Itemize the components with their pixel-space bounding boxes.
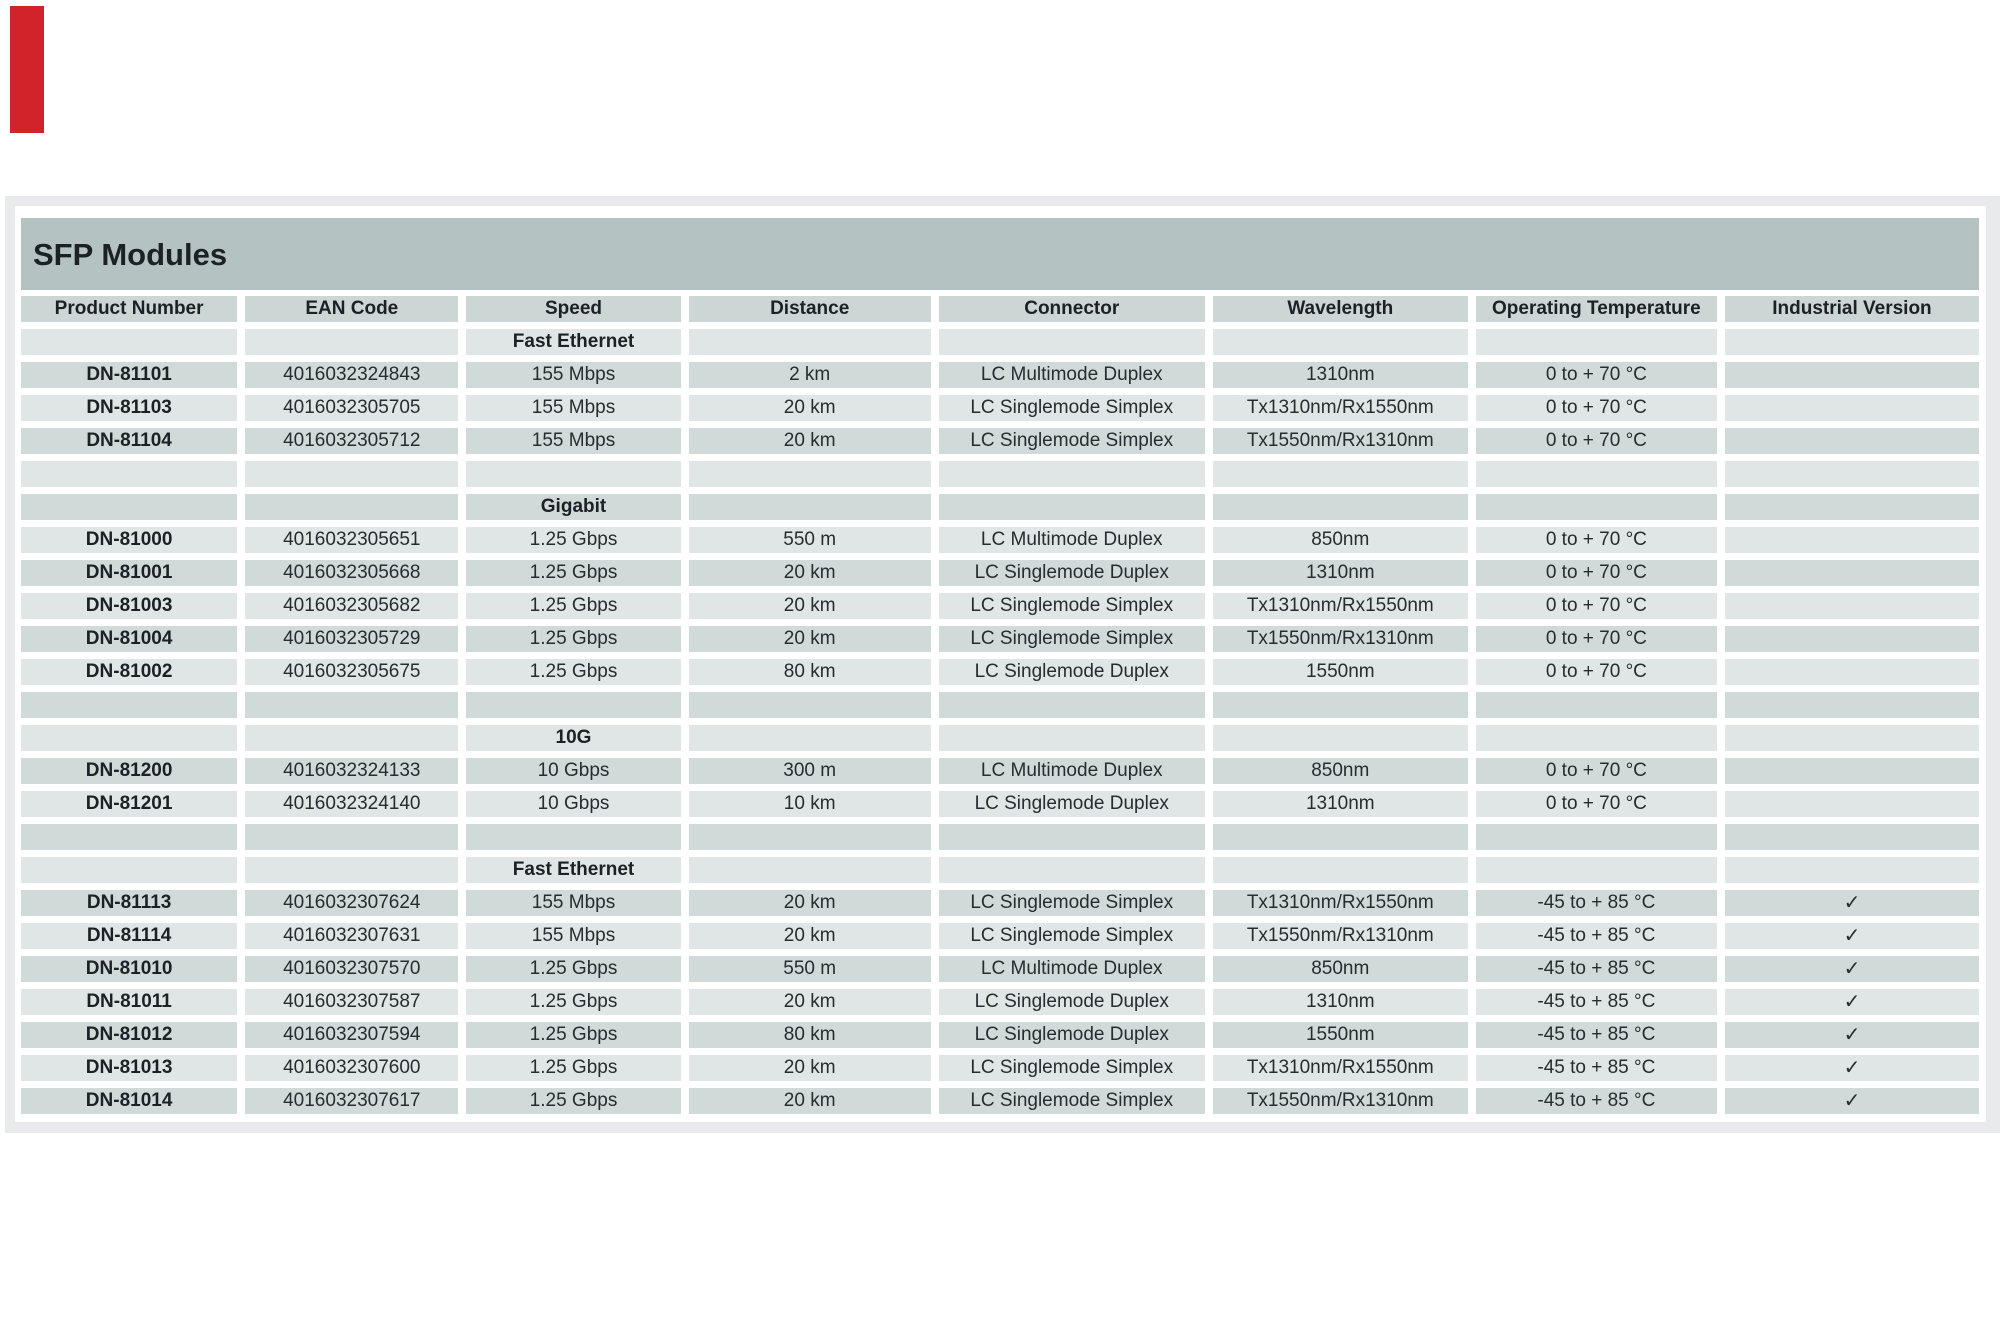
table-cell (689, 824, 931, 850)
table-cell: 4016032305705 (245, 395, 458, 421)
table-cell: Tx1550nm/Rx1310nm (1213, 1088, 1468, 1114)
table-cell (1476, 329, 1717, 355)
table-cell: 1.25 Gbps (466, 593, 680, 619)
table-cell: LC Singlemode Duplex (939, 560, 1205, 586)
table-cell: 20 km (689, 593, 931, 619)
table-cell: 20 km (689, 395, 931, 421)
product-number-cell: DN-81114 (21, 923, 237, 949)
table-cell: -45 to + 85 °C (1476, 923, 1717, 949)
industrial-check-cell: ✓ (1725, 923, 1979, 949)
table-cell (939, 329, 1205, 355)
table-cell: 4016032324133 (245, 758, 458, 784)
table-cell (245, 824, 458, 850)
product-number-cell: DN-81201 (21, 791, 237, 817)
table-cell: 20 km (689, 1088, 931, 1114)
section-label-cell: Fast Ethernet (466, 857, 680, 883)
table-cell: 20 km (689, 1055, 931, 1081)
table-cell (466, 461, 680, 487)
table-cell (939, 824, 1205, 850)
table-cell: 0 to + 70 °C (1476, 527, 1717, 553)
table-cell (1725, 329, 1979, 355)
product-number-cell: DN-81012 (21, 1022, 237, 1048)
column-header: EAN Code (245, 296, 458, 322)
product-number-cell: DN-81000 (21, 527, 237, 553)
table-cell (689, 494, 931, 520)
table-cell: 0 to + 70 °C (1476, 560, 1717, 586)
table-cell: LC Singlemode Simplex (939, 1055, 1205, 1081)
table-cell: 1.25 Gbps (466, 1088, 680, 1114)
table-cell (245, 494, 458, 520)
product-number-cell: DN-81004 (21, 626, 237, 652)
table-cell (1476, 857, 1717, 883)
table-cell (1476, 692, 1717, 718)
table-cell: Tx1310nm/Rx1550nm (1213, 890, 1468, 916)
table-cell: -45 to + 85 °C (1476, 1088, 1717, 1114)
product-number-cell: DN-81113 (21, 890, 237, 916)
table-cell: -45 to + 85 °C (1476, 956, 1717, 982)
table-cell: 155 Mbps (466, 428, 680, 454)
table-cell: 1.25 Gbps (466, 1022, 680, 1048)
table-cell: 155 Mbps (466, 395, 680, 421)
table-cell (245, 692, 458, 718)
table-cell: 1.25 Gbps (466, 1055, 680, 1081)
table-cell: 4016032307570 (245, 956, 458, 982)
table-cell: LC Singlemode Simplex (939, 593, 1205, 619)
product-number-cell: DN-81200 (21, 758, 237, 784)
table-cell: 1.25 Gbps (466, 989, 680, 1015)
table-cell: 1.25 Gbps (466, 956, 680, 982)
table-cell (689, 692, 931, 718)
table-cell: Tx1310nm/Rx1550nm (1213, 395, 1468, 421)
table-cell (1213, 824, 1468, 850)
column-header: Operating Temperature (1476, 296, 1717, 322)
table-cell: 155 Mbps (466, 362, 680, 388)
table-cell: 10 km (689, 791, 931, 817)
column-header: Speed (466, 296, 680, 322)
product-number-cell: DN-81001 (21, 560, 237, 586)
table-cell (1213, 692, 1468, 718)
table-cell: 1310nm (1213, 791, 1468, 817)
table-cell: LC Singlemode Simplex (939, 890, 1205, 916)
table-cell (1476, 461, 1717, 487)
product-number-cell: DN-81101 (21, 362, 237, 388)
table-cell: LC Multimode Duplex (939, 956, 1205, 982)
table-cell: 20 km (689, 890, 931, 916)
column-header: Industrial Version (1725, 296, 1979, 322)
product-number-cell: DN-81002 (21, 659, 237, 685)
product-number-cell: DN-81010 (21, 956, 237, 982)
column-header: Distance (689, 296, 931, 322)
table-cell (1476, 824, 1717, 850)
table-cell (689, 329, 931, 355)
table-cell: LC Multimode Duplex (939, 527, 1205, 553)
table-cell: 0 to + 70 °C (1476, 791, 1717, 817)
table-cell (1725, 461, 1979, 487)
table-cell: 0 to + 70 °C (1476, 362, 1717, 388)
table-cell: 1.25 Gbps (466, 560, 680, 586)
table-cell: 0 to + 70 °C (1476, 428, 1717, 454)
table-cell: 155 Mbps (466, 923, 680, 949)
table-cell: LC Singlemode Duplex (939, 791, 1205, 817)
table-cell: Tx1550nm/Rx1310nm (1213, 626, 1468, 652)
table-cell (1476, 725, 1717, 751)
table-cell: 300 m (689, 758, 931, 784)
table-cell: -45 to + 85 °C (1476, 1022, 1717, 1048)
table-cell (1725, 758, 1979, 784)
product-number-cell: DN-81011 (21, 989, 237, 1015)
table-title-band (21, 218, 1979, 290)
table-cell (689, 857, 931, 883)
table-cell: 80 km (689, 1022, 931, 1048)
table-cell: Tx1550nm/Rx1310nm (1213, 428, 1468, 454)
table-cell (1725, 395, 1979, 421)
table-cell: LC Singlemode Simplex (939, 428, 1205, 454)
table-cell (21, 857, 237, 883)
industrial-check-cell: ✓ (1725, 989, 1979, 1015)
table-cell (466, 692, 680, 718)
table-cell: 850nm (1213, 527, 1468, 553)
table-cell (21, 494, 237, 520)
table-cell (1725, 560, 1979, 586)
page-title: SFP Modules (33, 237, 228, 272)
table-cell (1725, 626, 1979, 652)
sfp-table-grid (21, 296, 1979, 1114)
table-cell: 0 to + 70 °C (1476, 593, 1717, 619)
table-cell (21, 824, 237, 850)
table-cell: Tx1310nm/Rx1550nm (1213, 1055, 1468, 1081)
table-cell (939, 692, 1205, 718)
table-cell (1725, 659, 1979, 685)
table-cell: Tx1550nm/Rx1310nm (1213, 923, 1468, 949)
table-cell (466, 824, 680, 850)
table-cell: 20 km (689, 560, 931, 586)
product-number-cell: DN-81103 (21, 395, 237, 421)
table-cell: 4016032307594 (245, 1022, 458, 1048)
brand-accent-bar (10, 6, 44, 133)
table-cell: LC Singlemode Simplex (939, 626, 1205, 652)
table-cell: 4016032305675 (245, 659, 458, 685)
table-cell: 850nm (1213, 956, 1468, 982)
table-cell: LC Multimode Duplex (939, 758, 1205, 784)
table-cell: 10 Gbps (466, 758, 680, 784)
table-cell: 550 m (689, 956, 931, 982)
table-cell (1725, 725, 1979, 751)
table-cell: 1.25 Gbps (466, 659, 680, 685)
table-cell (1476, 494, 1717, 520)
table-cell: 10 Gbps (466, 791, 680, 817)
table-cell (1725, 692, 1979, 718)
table-cell (689, 725, 931, 751)
table-cell: 80 km (689, 659, 931, 685)
table-cell: 1.25 Gbps (466, 527, 680, 553)
table-cell (1725, 857, 1979, 883)
column-header: Product Number (21, 296, 237, 322)
table-cell: -45 to + 85 °C (1476, 1055, 1717, 1081)
product-number-cell: DN-81104 (21, 428, 237, 454)
table-cell (689, 461, 931, 487)
table-cell (1213, 857, 1468, 883)
table-cell: 20 km (689, 626, 931, 652)
table-cell: 155 Mbps (466, 890, 680, 916)
table-cell: LC Singlemode Duplex (939, 989, 1205, 1015)
industrial-check-cell: ✓ (1725, 1022, 1979, 1048)
table-cell: 20 km (689, 989, 931, 1015)
table-cell: 0 to + 70 °C (1476, 395, 1717, 421)
table-cell (245, 329, 458, 355)
table-cell: -45 to + 85 °C (1476, 890, 1717, 916)
table-cell: LC Multimode Duplex (939, 362, 1205, 388)
table-cell (21, 461, 237, 487)
table-cell: -45 to + 85 °C (1476, 989, 1717, 1015)
table-cell: 0 to + 70 °C (1476, 758, 1717, 784)
industrial-check-cell: ✓ (1725, 1055, 1979, 1081)
table-cell (1213, 494, 1468, 520)
table-cell: 1310nm (1213, 989, 1468, 1015)
table-cell: 1310nm (1213, 362, 1468, 388)
table-cell (1725, 593, 1979, 619)
table-cell (21, 725, 237, 751)
table-cell: LC Singlemode Simplex (939, 395, 1205, 421)
table-cell (21, 692, 237, 718)
table-cell: 4016032307600 (245, 1055, 458, 1081)
section-label-cell: 10G (466, 725, 680, 751)
table-cell (1725, 362, 1979, 388)
table-cell: 1310nm (1213, 560, 1468, 586)
table-cell: 4016032307631 (245, 923, 458, 949)
table-cell: 1550nm (1213, 659, 1468, 685)
table-cell (1213, 725, 1468, 751)
industrial-check-cell: ✓ (1725, 956, 1979, 982)
table-cell: LC Singlemode Simplex (939, 923, 1205, 949)
industrial-check-cell: ✓ (1725, 1088, 1979, 1114)
table-cell: 850nm (1213, 758, 1468, 784)
table-cell: 4016032307587 (245, 989, 458, 1015)
table-cell (1725, 824, 1979, 850)
table-cell: 0 to + 70 °C (1476, 626, 1717, 652)
product-number-cell: DN-81013 (21, 1055, 237, 1081)
table-cell: LC Singlemode Duplex (939, 1022, 1205, 1048)
table-cell: 20 km (689, 428, 931, 454)
column-header: Wavelength (1213, 296, 1468, 322)
table-cell: 4016032305729 (245, 626, 458, 652)
table-cell (21, 329, 237, 355)
table-cell (1725, 527, 1979, 553)
table-cell (1725, 791, 1979, 817)
table-cell: Tx1310nm/Rx1550nm (1213, 593, 1468, 619)
table-cell (245, 725, 458, 751)
table-cell: 4016032305668 (245, 560, 458, 586)
table-cell: 1550nm (1213, 1022, 1468, 1048)
table-cell: 0 to + 70 °C (1476, 659, 1717, 685)
table-cell: 20 km (689, 923, 931, 949)
table-cell: 4016032307624 (245, 890, 458, 916)
table-cell (245, 461, 458, 487)
table-cell: 2 km (689, 362, 931, 388)
table-cell (1725, 494, 1979, 520)
table-cell: 4016032305712 (245, 428, 458, 454)
table-cell: 4016032305651 (245, 527, 458, 553)
column-header: Connector (939, 296, 1205, 322)
table-cell (1213, 461, 1468, 487)
table-cell (939, 725, 1205, 751)
section-label-cell: Fast Ethernet (466, 329, 680, 355)
product-number-cell: DN-81014 (21, 1088, 237, 1114)
table-cell: 550 m (689, 527, 931, 553)
table-cell (939, 494, 1205, 520)
industrial-check-cell: ✓ (1725, 890, 1979, 916)
table-cell (1725, 428, 1979, 454)
table-cell: 4016032305682 (245, 593, 458, 619)
table-cell: 4016032324140 (245, 791, 458, 817)
table-cell: LC Singlemode Duplex (939, 659, 1205, 685)
table-cell (939, 857, 1205, 883)
section-label-cell: Gigabit (466, 494, 680, 520)
table-cell (245, 857, 458, 883)
table-cell: 4016032307617 (245, 1088, 458, 1114)
table-cell: 4016032324843 (245, 362, 458, 388)
table-cell (939, 461, 1205, 487)
product-number-cell: DN-81003 (21, 593, 237, 619)
table-cell (1213, 329, 1468, 355)
table-cell: 1.25 Gbps (466, 626, 680, 652)
table-cell: LC Singlemode Simplex (939, 1088, 1205, 1114)
